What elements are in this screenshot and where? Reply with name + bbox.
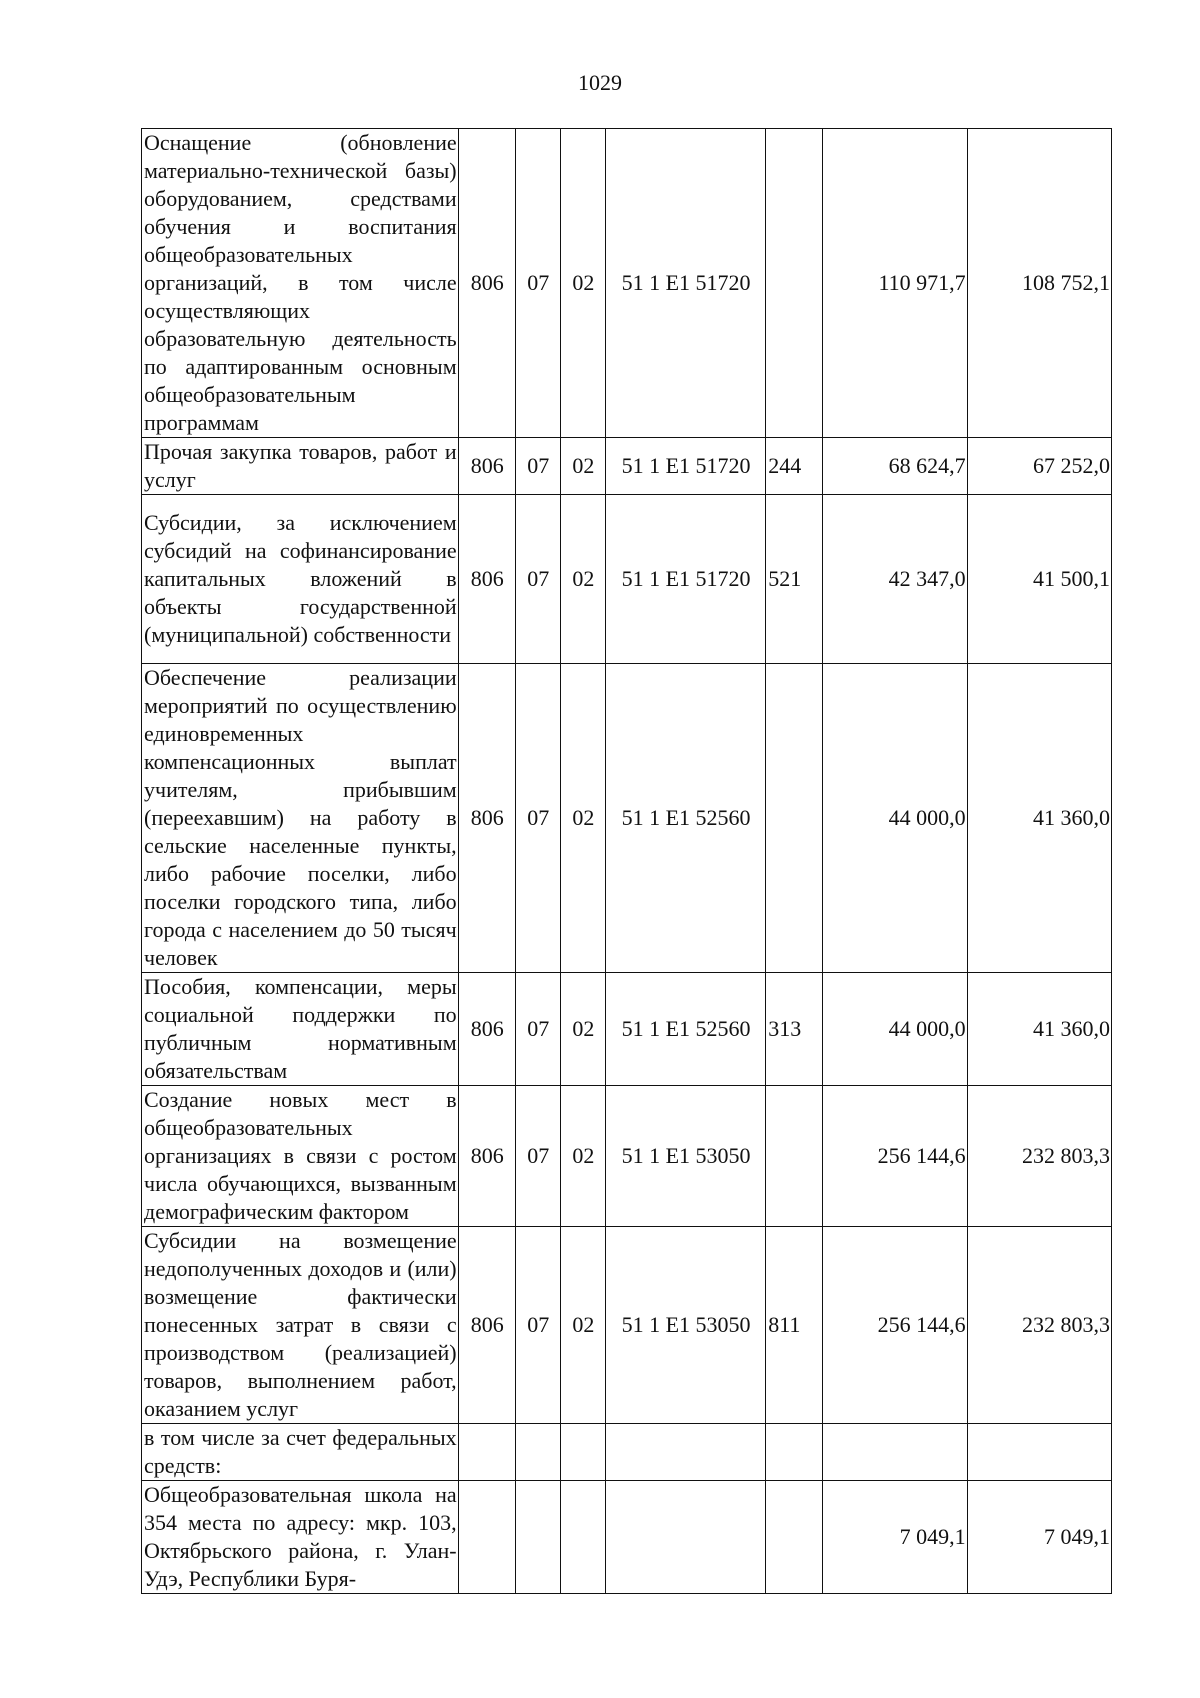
amount-2: 67 252,0 — [967, 438, 1111, 495]
expense-type-code: 811 — [766, 1227, 823, 1424]
target-article-code: 51 1 E1 53050 — [605, 1227, 765, 1424]
target-article-code: 51 1 E1 51720 — [605, 129, 765, 438]
table-row — [142, 1227, 1112, 1424]
table-row — [142, 1481, 1112, 1594]
ved-code: 806 — [458, 495, 515, 664]
amount-2: 41 360,0 — [967, 973, 1111, 1086]
ved-code: 806 — [458, 973, 515, 1086]
expense-type-code — [766, 664, 823, 973]
subsection-code: 02 — [560, 1086, 605, 1227]
subsection-code — [560, 1424, 605, 1481]
amount-2 — [967, 1424, 1111, 1481]
section-code: 07 — [515, 1086, 560, 1227]
target-article-code: 51 1 E1 51720 — [605, 495, 765, 664]
target-article-code: 51 1 E1 53050 — [605, 1086, 765, 1227]
expense-type-code: 244 — [766, 438, 823, 495]
table-row — [142, 1086, 1112, 1227]
row-description: в том числе за счет федеральных средств: — [142, 1424, 459, 1481]
ved-code: 806 — [458, 1086, 515, 1227]
section-code: 07 — [515, 438, 560, 495]
amount-1: 256 144,6 — [823, 1086, 967, 1227]
amount-2: 41 500,1 — [967, 495, 1111, 664]
table-row — [142, 664, 1112, 973]
page-number: 1029 — [578, 70, 622, 95]
subsection-code: 02 — [560, 973, 605, 1086]
table-row — [142, 495, 1112, 664]
subsection-code: 02 — [560, 1227, 605, 1424]
amount-1 — [823, 1424, 967, 1481]
row-description: Пособия, компенсации, меры социальной поддержки по публичным нормативным обязательствам — [142, 973, 459, 1086]
subsection-code: 02 — [560, 129, 605, 438]
row-description: Создание новых мест в общеобразовательных организациях в связи с ростом числа обучающихся, вызванным демографическим фактором — [142, 1086, 459, 1227]
amount-2: 232 803,3 — [967, 1086, 1111, 1227]
amount-1: 110 971,7 — [823, 129, 967, 438]
section-code — [515, 1481, 560, 1594]
amount-1: 7 049,1 — [823, 1481, 967, 1594]
subsection-code: 02 — [560, 664, 605, 973]
section-code: 07 — [515, 1227, 560, 1424]
target-article-code — [605, 1481, 765, 1594]
row-description: Прочая закупка товаров, работ и услуг — [142, 438, 459, 495]
expense-type-code — [766, 1424, 823, 1481]
ved-code: 806 — [458, 129, 515, 438]
expense-type-code: 521 — [766, 495, 823, 664]
subsection-code: 02 — [560, 495, 605, 664]
amount-1: 42 347,0 — [823, 495, 967, 664]
amount-2: 7 049,1 — [967, 1481, 1111, 1594]
budget-table — [141, 128, 1112, 1594]
subsection-code: 02 — [560, 438, 605, 495]
amount-1: 256 144,6 — [823, 1227, 967, 1424]
subsection-code — [560, 1481, 605, 1594]
amount-1: 44 000,0 — [823, 973, 967, 1086]
row-description: Общеобразовательная школа на 354 места по адресу: мкр. 103, Октябрьского района, г. Улан-Удэ, Республики Буря- — [142, 1481, 459, 1594]
target-article-code — [605, 1424, 765, 1481]
row-description: Обеспечение реализации мероприятий по осуществлению единовременных компенсационных выплат учителям, прибывшим (переехавшим) на работу в сельские населенные пункты, либо рабочие поселки, либо поселки городского типа, либо города с населением до 50 тысяч человек — [142, 664, 459, 973]
target-article-code: 51 1 E1 51720 — [605, 438, 765, 495]
ved-code: 806 — [458, 1227, 515, 1424]
target-article-code: 51 1 E1 52560 — [605, 973, 765, 1086]
section-code: 07 — [515, 664, 560, 973]
ved-code — [458, 1424, 515, 1481]
expense-type-code: 313 — [766, 973, 823, 1086]
amount-2: 232 803,3 — [967, 1227, 1111, 1424]
section-code — [515, 1424, 560, 1481]
expense-type-code — [766, 1086, 823, 1227]
ved-code: 806 — [458, 664, 515, 973]
ved-code: 806 — [458, 438, 515, 495]
row-description: Оснащение (обновление материально-технической базы) оборудованием, средствами обучения и воспитания общеобразовательных организаций, в том числе осуществляющих образовательную деятельность по адаптированным основным общеобразовательным программам — [142, 129, 459, 438]
row-description: Субсидии на возмещение недополученных доходов и (или) возмещение фактически понесенных затрат в связи с производством (реализацией) товаров, выполнением работ, оказанием услуг — [142, 1227, 459, 1424]
table-row — [142, 1424, 1112, 1481]
amount-1: 44 000,0 — [823, 664, 967, 973]
target-article-code: 51 1 E1 52560 — [605, 664, 765, 973]
section-code: 07 — [515, 973, 560, 1086]
table-row — [142, 973, 1112, 1086]
row-description: Субсидии, за исключением субсидий на софинансирование капитальных вложений в объекты государственной (муниципальной) собственности — [142, 495, 459, 664]
ved-code — [458, 1481, 515, 1594]
expense-type-code — [766, 129, 823, 438]
expense-type-code — [766, 1481, 823, 1594]
amount-1: 68 624,7 — [823, 438, 967, 495]
section-code: 07 — [515, 129, 560, 438]
table-row — [142, 438, 1112, 495]
amount-2: 108 752,1 — [967, 129, 1111, 438]
amount-2: 41 360,0 — [967, 664, 1111, 973]
section-code: 07 — [515, 495, 560, 664]
table-row — [142, 129, 1112, 438]
